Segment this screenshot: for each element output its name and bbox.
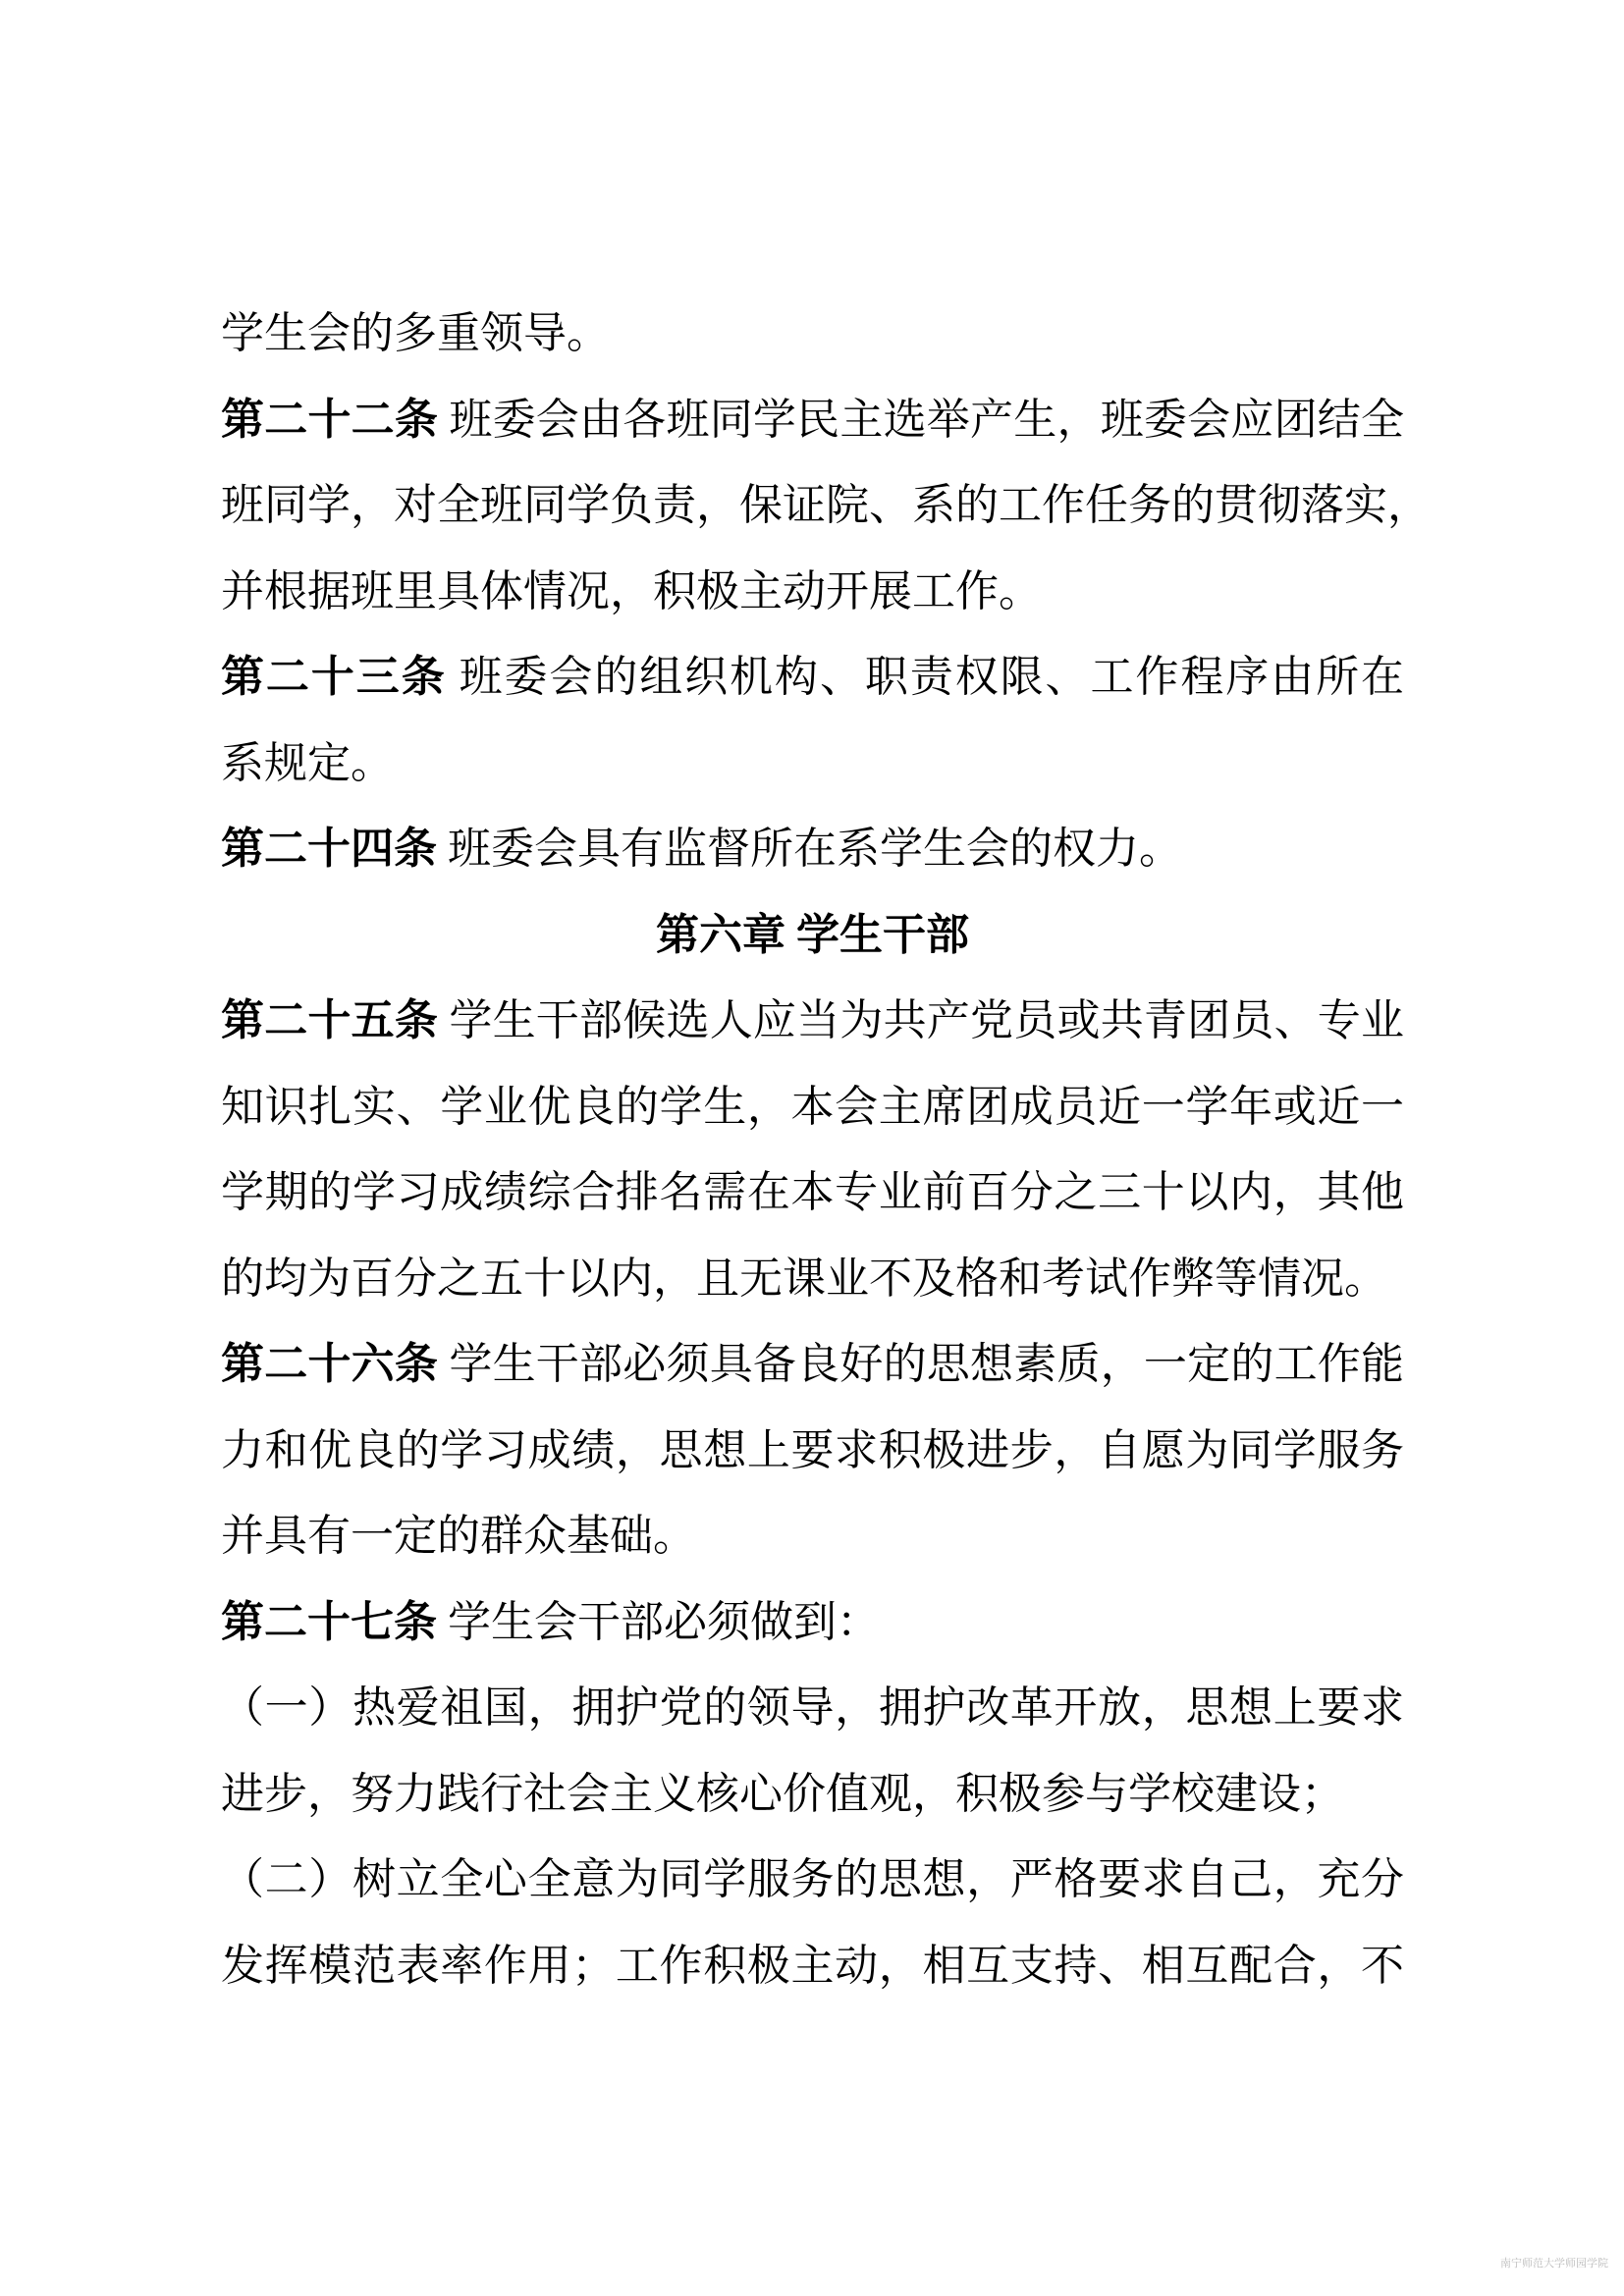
document-line: （一）热爱祖国，拥护党的领导，拥护改革开放，思想上要求 <box>221 1683 1404 1732</box>
chapter-heading: 第六章 学生干部 <box>656 910 969 959</box>
document-line: 系规定。 <box>221 738 394 787</box>
article-number: 第二十二条 <box>221 395 439 444</box>
document-line: 发挥模范表率作用；工作积极主动，相互支持、相互配合，不 <box>221 1941 1404 1990</box>
article-number: 第二十四条 <box>221 825 437 873</box>
document-line: 第二十五条 学生干部候选人应当为共产党员或共青团员、专业 <box>221 996 1405 1044</box>
article-number: 第二十五条 <box>221 996 439 1044</box>
document-line: 进步，努力践行社会主义核心价值观，积极参与学校建设； <box>221 1769 1344 1818</box>
document-body <box>221 291 1431 2008</box>
watermark: 南宁师范大学师园学院 <box>1500 2258 1608 2269</box>
document-line: 班同学，对全班同学负责，保证院、系的工作任务的贯彻落实， <box>221 481 1431 529</box>
article-number: 第二十六条 <box>221 1340 439 1388</box>
document-line: 学期的学习成绩综合排名需在本专业前百分之三十以内，其他 <box>221 1168 1404 1216</box>
document-line: 并根据班里具体情况，积极主动开展工作。 <box>221 566 1042 615</box>
document-line: 的均为百分之五十以内，且无课业不及格和考试作弊等情况。 <box>221 1254 1387 1303</box>
document-line: 力和优良的学习成绩，思想上要求积极进步，自愿为同学服务 <box>221 1425 1404 1474</box>
document-line: 第二十七条 学生会干部必须做到： <box>221 1597 880 1646</box>
document-line: （二）树立全心全意为同学服务的思想，严格要求自己，充分 <box>221 1855 1404 1903</box>
document-line: 第二十二条 班委会由各班同学民主选举产生，班委会应团结全 <box>221 395 1405 444</box>
document-line: 学生会的多重领导。 <box>221 309 610 357</box>
article-number: 第二十七条 <box>221 1597 437 1646</box>
document-line: 知识扎实、学业优良的学生，本会主席团成员近一学年或近一 <box>221 1082 1404 1131</box>
document-line: 第二十四条 班委会具有监督所在系学生会的权力。 <box>221 825 1182 873</box>
document-line: 第二十六条 学生干部必须具备良好的思想素质，一定的工作能 <box>221 1340 1405 1388</box>
document-line: 并具有一定的群众基础。 <box>221 1512 696 1560</box>
document-line: 第二十三条 班委会的组织机构、职责权限、工作程序由所在 <box>221 653 1405 701</box>
article-number: 第二十三条 <box>221 653 447 701</box>
